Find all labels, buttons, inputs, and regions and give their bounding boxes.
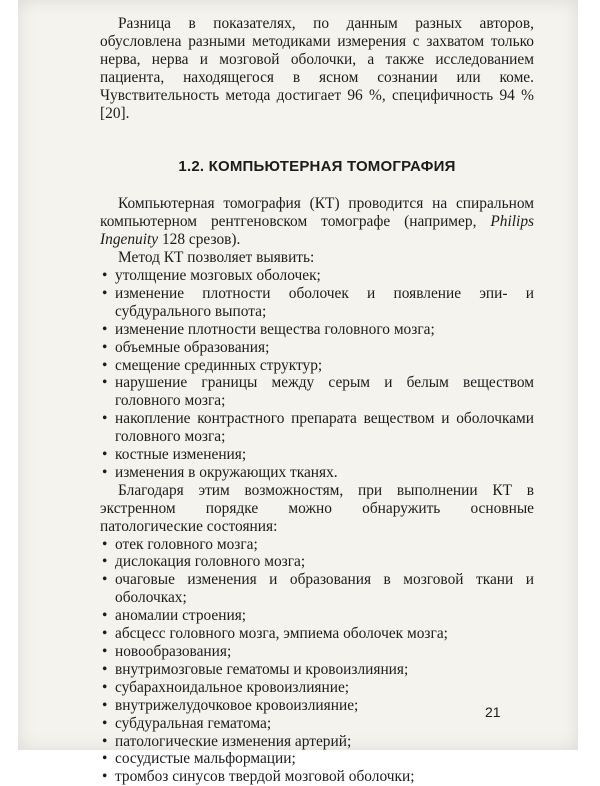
bullet-icon: •: [102, 768, 108, 786]
list-item: [100, 733, 534, 751]
list-item: [100, 285, 534, 321]
bullet-icon: •: [102, 320, 108, 338]
bullet-icon: •: [102, 571, 108, 589]
list-item-text: объемные образования;: [115, 338, 270, 356]
bullet-icon: •: [102, 607, 108, 625]
list-item-text: костные изменения;: [115, 446, 247, 464]
list-item: [100, 715, 534, 733]
list-item: [100, 571, 534, 607]
list-item-text: накопление контрастного препарата веществом и оболочками головного мозга;: [115, 410, 534, 446]
list-item: [100, 679, 534, 697]
intro-paragraph: Разница в показателях, по данным разных авторов, обусловлена разными методиками измерения с захватом только нерва, нерва и мозговой оболочки, а также исследованием пациента, находящегося в ясном сознании или коме. Чувствительность метода достигает 96 %, специфичность 94 % [20].: [100, 15, 534, 122]
scanner-model-name: Philips Ingenuity: [100, 213, 534, 249]
bullet-icon: •: [102, 625, 108, 643]
list-item-text: субдуральная гематома;: [115, 714, 272, 732]
list-item-text: субарахноидальное кровоизлияние;: [115, 678, 350, 696]
list-item: [100, 410, 534, 446]
list-item: [100, 339, 534, 357]
list-item: [100, 625, 534, 643]
list-item: [100, 750, 534, 768]
list-item: [100, 607, 534, 625]
page-text-block: [100, 15, 534, 786]
list-item-text: нарушение границы между серым и белым веществом головного мозга;: [115, 374, 534, 410]
bullet-icon: •: [102, 714, 108, 732]
bullet-icon: •: [102, 284, 108, 302]
list-item-text: изменения в окружающих тканях.: [115, 463, 338, 481]
page-number: 21: [485, 704, 501, 720]
bullet-icon: •: [102, 696, 108, 714]
conditions-list: [100, 536, 534, 786]
ct-paragraph-text-before: Компьютерная томография (КТ) проводится на спиральном компьютерном рентгеновском томографе (например,: [100, 195, 534, 231]
bullet-icon: •: [102, 678, 108, 696]
list-item-text: очаговые изменения и образования в мозговой ткани и оболочках;: [115, 571, 534, 607]
ct-paragraph-text-after: 128 срезов).: [158, 231, 241, 249]
reveals-intro: Метод КТ позволяет выявить:: [118, 249, 315, 267]
list-item: [100, 768, 534, 786]
list-item: [100, 661, 534, 679]
bullet-icon: •: [102, 732, 108, 750]
list-item-text: изменение плотности вещества головного мозга;: [115, 320, 435, 338]
bullet-icon: •: [102, 266, 108, 284]
bullet-icon: •: [102, 356, 108, 374]
ct-paragraph: [100, 195, 534, 249]
bullet-icon: •: [102, 446, 108, 464]
list-item-text: внутрижелудочковое кровоизлияние;: [115, 696, 359, 714]
bullet-icon: •: [102, 660, 108, 678]
list-item-text: сосудистые мальформации;: [115, 750, 296, 768]
list-item-text: отек головного мозга;: [115, 535, 258, 553]
section-heading: 1.2. КОМПЬЮТЕРНАЯ ТОМОГРАФИЯ: [178, 158, 456, 176]
list-item: [100, 374, 534, 410]
list-item-text: внутримозговые гематомы и кровоизлияния;: [115, 660, 409, 678]
list-item: [100, 321, 534, 339]
list-item: [100, 553, 534, 571]
book-page: [18, 0, 578, 786]
list-item: [100, 357, 534, 375]
list-item: [100, 446, 534, 464]
list-item-text: тромбоз синусов твердой мозговой оболочки;: [115, 768, 415, 786]
list-item-text: дислокация головного мозга;: [115, 553, 306, 571]
bullet-icon: •: [102, 463, 108, 481]
bullet-icon: •: [102, 535, 108, 553]
bullet-icon: •: [102, 374, 108, 392]
list-item-text: утолщение мозговых оболочек;: [115, 266, 321, 284]
list-item: [100, 697, 534, 715]
list-item-text: патологические изменения артерий;: [115, 732, 352, 750]
list-item-text: новообразования;: [115, 643, 232, 660]
list-item-text: изменение плотности оболочек и появление эпи- и субдурального выпота;: [115, 284, 534, 320]
emergency-paragraph: Благодаря этим возможностям, при выполнении КТ в экстренном порядке можно обнаружить основные патологические состояния:: [100, 481, 534, 535]
bullet-icon: •: [102, 553, 108, 571]
list-item-text: аномалии строения;: [115, 607, 247, 625]
list-item-text: абсцесс головного мозга, эмпиема оболочек мозга;: [115, 625, 448, 643]
bullet-icon: •: [102, 338, 108, 356]
bullet-icon: •: [102, 643, 108, 660]
bullet-icon: •: [102, 750, 108, 768]
list-item-text: смещение срединных структур;: [115, 356, 323, 374]
reveals-list: [100, 267, 534, 482]
list-item: [100, 643, 534, 661]
list-item: [100, 464, 534, 482]
list-item: [100, 267, 534, 285]
list-item: [100, 536, 534, 554]
bullet-icon: •: [102, 410, 108, 428]
